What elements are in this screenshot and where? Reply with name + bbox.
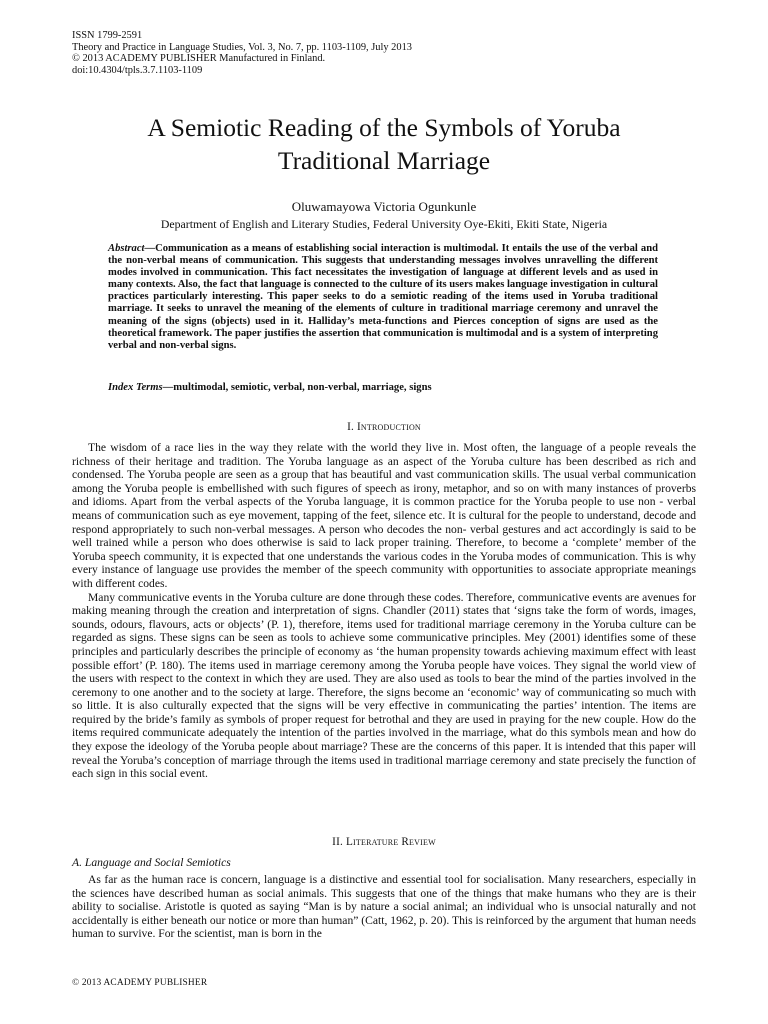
index-terms-lead: Index Terms: [108, 382, 163, 393]
index-terms-text: —multimodal, semiotic, verbal, non-verbal, marriage, signs: [162, 382, 432, 393]
title-line-2: Traditional Marriage: [277, 146, 491, 175]
abstract: [108, 243, 658, 352]
section-heading-literature-review: II. Literature Review: [332, 836, 436, 848]
literature-review-body: [72, 873, 696, 941]
introduction-body: [72, 441, 696, 781]
section-heading-introduction: I. Introduction: [347, 421, 421, 433]
subsection-heading: A. Language and Social Semiotics: [72, 856, 231, 869]
author-name: Oluwamayowa Victoria Ogunkunle: [291, 199, 477, 214]
journal-header: [72, 30, 412, 76]
paragraph: The wisdom of a race lies in the way they relate with the world they live in. Most often, the language of a people reveals the richness of their heritage and tradition. The Yoruba language as an aspect of the Yoruba culture has been described as rich and condensed. The Yoruba people are seen as a group that has beautiful and vast communication skills. The usual verbal communication among the Yoruba people is embellished with such figures of speech as irony, metaphor, and so on with many instances of proverbs and idioms. Apart from the verbal aspects of the Yoruba language, it is common practice for the Yoruba people to use non - verbal means of communication such as eye movement, tapping of the feet, silence etc. It is cultural for the people to understand, decode and respond appropriately to such non-verbal messages. A person who decodes the non- verbal gestures and act accordingly is said to be well trained while a person who does otherwise is said to lack proper training. Therefore, to become a ‘complete’ member of the Yoruba speech community, it is expected that one understands the various codes in the Yoruba modes of communication. This is why every instance of language use provides the member of the speech community with opportunities to associate appropriate meanings with different codes.: [72, 441, 696, 590]
title-line-1: A Semiotic Reading of the Symbols of Yoruba: [147, 113, 621, 142]
issn-line: ISSN 1799-2591: [72, 30, 143, 41]
index-terms: [108, 382, 658, 394]
paragraph: As far as the human race is concern, language is a distinctive and essential tool for socialisation. Many researchers, especially in the sciences have described human as social animals. This suggests that one of the things that make humans who they are is their ability to socialise. Aristotle is quoted as saying “Man is by nature a social animal; an individual who is unsocial naturally and not accidentally is either beneath our notice or more than human” (Catt, 1962, p. 20). This is reinforced by the argument that human needs human to survive. For the scientist, man is born in the: [72, 873, 696, 941]
abstract-text: —Communication as a means of establishing social interaction is multimodal. It entails the use of the verbal and the non-verbal means of communication. This suggests that understanding messages involves unravelling the different modes involved in communication. This fact necessitates the investigation of language at different levels and as used in many contexts. Also, the fact that language is connected to the culture of its users makes language investigation in cultural practices particularly interesting. This paper seeks to do a semiotic reading of the items used in Yoruba traditional marriage. It seeks to unravel the meaning of the elements of culture in traditional marriage ceremony and unravel the meaning of the signs (objects) used in it. Halliday’s meta-functions and Pierces conception of signs are used as the theoretical framework. The paper justifies the assertion that communication is multimodal and is a system of interpreting verbal and non-verbal signs.: [108, 243, 658, 351]
author-affiliation: Department of English and Literary Studies, Federal University Oye-Ekiti, Ekiti State, Nigeria: [160, 217, 608, 231]
doi-line: doi:10.4304/tpls.3.7.1103-1109: [72, 64, 203, 76]
copyright-line: © 2013 ACADEMY PUBLISHER Manufactured in Finland.: [72, 53, 326, 65]
journal-line: Theory and Practice in Language Studies, Vol. 3, No. 7, pp. 1103-1109, July 2013: [72, 41, 412, 53]
paper-title: [60, 111, 708, 177]
paragraph: Many communicative events in the Yoruba culture are done through these codes. Therefore, communicative events are avenues for making meaning through the creation and interpretation of signs. Chandler (2011) states that ‘signs take the form of words, images, sounds, odours, flavours, acts or objects’ (P. 1), therefore, items used for traditional marriage ceremony in the Yoruba culture can be regarded as signs. These signs can be seen as tools to achieve some communicative principles. Mey (2001) identifies some of these principles and particularly describes the principle of economy as ‘the human propensity towards achieving maximum effect with least possible effort’ (P. 180). The items used in marriage ceremony among the Yoruba people have voices. They signal the world view of the users with respect to the context in which they are used. They are also used as tools to bear the mind of the parties involved in the ceremony to one another and to the society at large. Therefore, the signs become an ‘economic’ way of communicating so much with so little. It is also culturally expected that the signs will be very effective in communicating the parties’ intention. The items are required by the bride’s family as symbols of proper request for betrothal and they are used in praying for the new couple. How do the items required communicate adequately the intention of the parties involved in the marriage, what do this symbols mean and how do they expose the ideology of the Yoruba people about marriage? These are the concerns of this paper. It is intended that this paper will reveal the Yoruba’s conception of marriage through the items used in traditional marriage ceremony and state precisely the function of each sign in this social event.: [72, 590, 696, 781]
page-footer: © 2013 ACADEMY PUBLISHER: [72, 978, 208, 988]
abstract-lead: Abstract: [108, 243, 145, 254]
